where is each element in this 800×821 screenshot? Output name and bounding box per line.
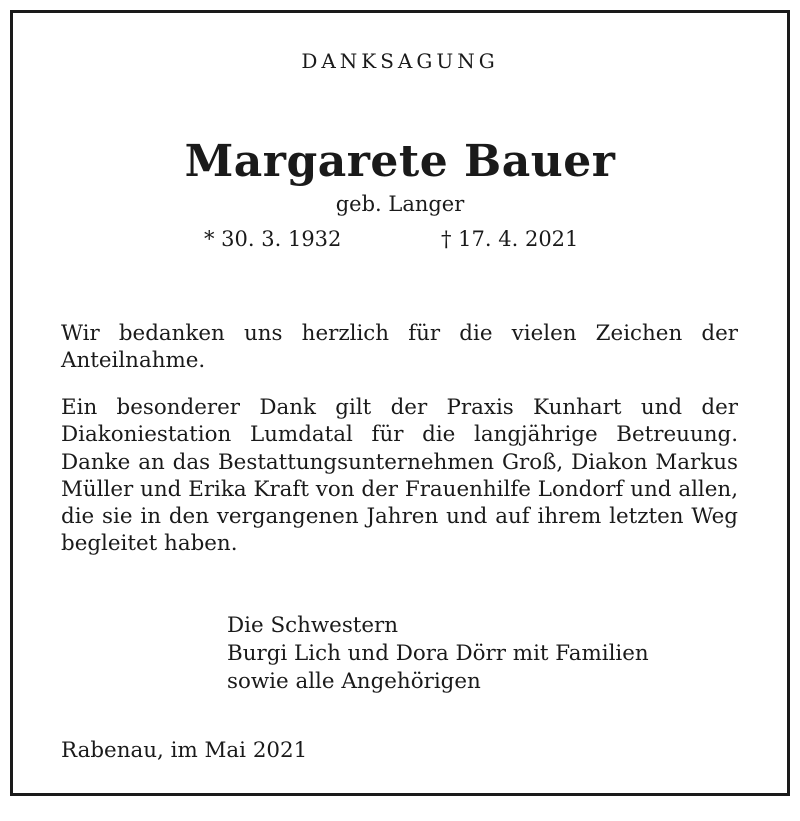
signers-block	[227, 612, 649, 696]
deceased-name: Margarete Bauer	[184, 136, 616, 187]
signer-line: Burgi Lich und Dora Dörr mit Familien	[227, 641, 649, 666]
signer-line: Die Schwestern	[227, 613, 399, 638]
notice-heading: DANKSAGUNG	[301, 49, 499, 73]
place-and-date: Rabenau, im Mai 2021	[61, 738, 308, 763]
special-thanks-paragraph: Ein besonderer Dank gilt der Praxis Kunhart und der Diakoniestation Lumdatal für die langjährige Betreuung. Danke an das Bestattungsunternehmen Groß, Diakon Markus Müller und Erika Kraft von der Frauenhilfe Londorf und allen, die sie in den vergangenen Jahren und auf ihrem letzten Weg begleitet haben.	[61, 395, 738, 557]
maiden-name: geb. Langer	[335, 192, 465, 216]
thanks-paragraph: Wir bedanken uns herzlich für die vielen Zeichen der Anteilnahme.	[61, 321, 738, 374]
birth-date: * 30. 3. 1932	[204, 227, 342, 251]
signer-line: sowie alle Angehörigen	[227, 669, 481, 694]
death-date: † 17. 4. 2021	[441, 227, 579, 251]
